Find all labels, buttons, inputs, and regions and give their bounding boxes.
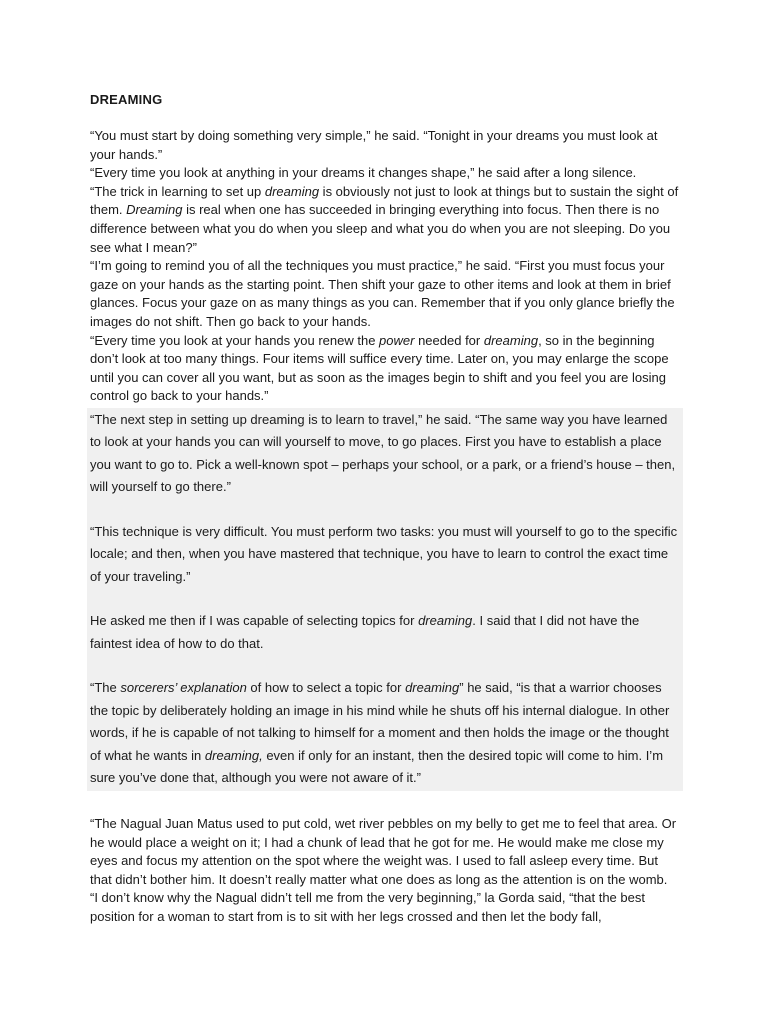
paragraph: “The trick in learning to set up dreaming is obviously not just to look at things but to sustain the sight of them. Dreaming is real when one has succeeded in bringing everything into focus. Then there is no difference between what you do when you sleep and what you do when you are not sleeping. Do you see what I mean?” — [90, 183, 679, 255]
italic-term: dreaming — [405, 680, 460, 696]
italic-term: sorcerers’ explanation — [120, 680, 247, 696]
document-title: DREAMING — [90, 92, 163, 107]
italic-term: dreaming, — [204, 747, 263, 763]
paragraph: He asked me then if I was capable of selecting topics for dreaming. I said that I did not have the faintest idea of how to do that. — [90, 613, 640, 651]
italic-term: dreaming — [264, 183, 320, 199]
paragraph: “Every time you look at your hands you renew the power needed for dreaming, so in the beginning don’t look at too many things. Four items will suffice every time. Later on, you may enlarge the scope until you can cover all you want, but as soon as the images begin to shift and you feel you are losing control go back to your hands.” — [90, 332, 669, 404]
paragraph-gap — [90, 499, 680, 521]
paragraph: “The Nagual Juan Matus used to put cold, wet river pebbles on my belly to get me to feel that area. Or he would place a weight on it; I had a chunk of lead that he got for me. He would make me close my eyes and focus my attention on the spot where the weight was. I used to fall asleep every time. But that didn’t bother him. It doesn’t really matter what one does as long as the attention is on the womb. — [90, 815, 677, 887]
italic-term: Dreaming — [126, 202, 183, 218]
text-block-continued — [90, 815, 680, 927]
paragraph: “The next step in setting up dreaming is to learn to travel,” he said. “The same way you have learned to look at your hands you can will yourself to move, to go places. First you have to establish a place you want to go to. Pick a well-known spot – perhaps your school, or a park, or a friend’s house – then, will yourself to go there.” — [90, 411, 676, 495]
document-page — [90, 92, 680, 926]
italic-term: dreaming — [418, 613, 473, 629]
paragraph: “I’m going to remind you of all the techniques you must practice,” he said. “First you must focus your gaze on your hands as the starting point. Then shift your gaze to other items and look at them in brief glances. Focus your gaze on as many things as you can. Remember that if you only glance briefly the images do not shift. Then go back to your hands. — [90, 258, 675, 329]
paragraph-gap — [90, 655, 680, 677]
paragraph-gap — [90, 588, 680, 610]
paragraph: “I don’t know why the Nagual didn’t tell me from the very beginning,” la Gorda said, “that the best position for a woman to start from is to sit with her legs crossed and then let the body fall, — [90, 890, 645, 924]
paragraph: “This technique is very difficult. You must perform two tasks: you must will yourself to go to the specific locale; and then, when you have mastered that technique, you have to learn to control the exact time of your traveling.” — [90, 523, 678, 584]
italic-term: dreaming — [483, 332, 539, 348]
paragraph: “The sorcerers’ explanation of how to select a topic for dreaming” he said, “is that a warrior chooses the topic by deliberately holding an image in his mind while he shuts off his internal dialogue. In other words, if he is capable of not talking to himself for a moment and then holds the image or the thought of what he wants in dreaming, even if only for an instant, then the desired topic will come to him. I’m sure you’ve done that, although you were not aware of it.” — [90, 680, 670, 786]
italic-term: power — [379, 332, 415, 348]
paragraph: “Every time you look at anything in your dreams it changes shape,” he said after a long silence. — [90, 165, 637, 181]
paragraph: “You must start by doing something very simple,” he said. “Tonight in your dreams you must look at your hands.” — [90, 128, 658, 162]
text-block-highlighted — [87, 408, 683, 791]
text-block-plain — [90, 127, 680, 406]
